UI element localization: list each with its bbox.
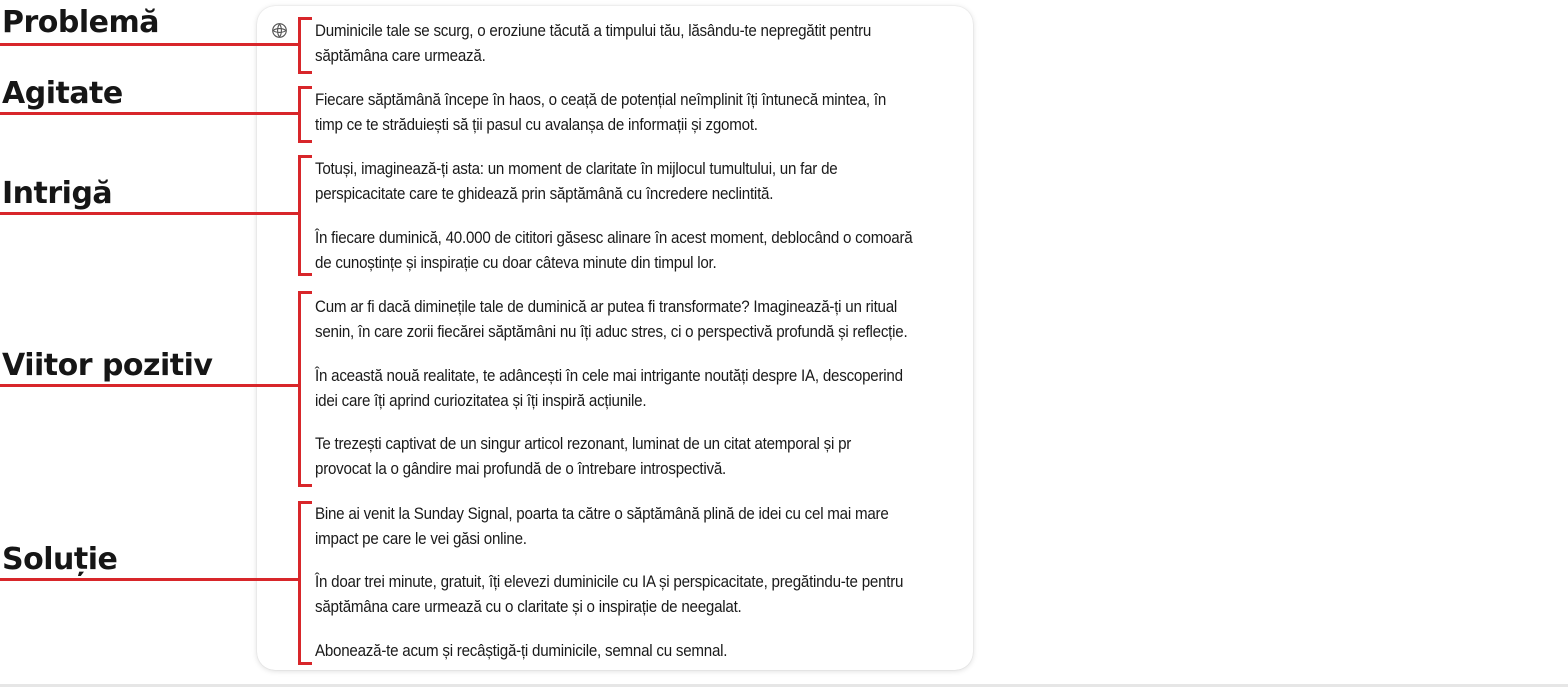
connector-line-viitor-pozitiv — [0, 384, 300, 387]
paragraph: Bine ai venit la Sunday Signal, poarta ta către o săptămână plină de idei cu cel mai mare impact pe care le vei găsi online. — [315, 505, 889, 548]
bracket-solutie — [298, 501, 312, 665]
paragraph: Te trezești captivat de un singur articol rezonant, luminat de un citat atemporal și pr provocat la o gândire mai profundă de o întrebare introspectivă. — [315, 435, 852, 478]
paragraph: Totuși, imaginează-ți asta: un moment de claritate în mijlocul tumultului, un far de perspicacitate care te ghidează prin săptămână cu încredere neclintită. — [315, 160, 838, 203]
bracket-problema — [298, 17, 312, 74]
bracket-intriga — [298, 155, 312, 276]
section-label-agitate: Agitate — [2, 76, 123, 111]
paragraph: Fiecare săptămână începe în haos, o ceață de potențial neîmplinit îți întunecă mintea, în timp ce te străduiești să ții pasul cu avalanșa de informații și zgomot. — [315, 91, 887, 134]
bracket-viitor-pozitiv — [298, 291, 312, 487]
paragraph: Duminicile tale se scurg, o eroziune tăcută a timpului tău, lăsându-te nepregătit pentru săptămâna care urmează. — [315, 22, 872, 65]
section-label-intriga: Intrigă — [2, 176, 113, 211]
connector-line-agitate — [0, 112, 300, 115]
paragraph: Abonează-te acum și recâștigă-ți duminicile, semnal cu semnal. — [315, 642, 728, 660]
section-label-viitor-pozitiv: Viitor pozitiv — [2, 348, 213, 383]
section-label-problema: Problemă — [2, 5, 160, 40]
paragraph: În această nouă realitate, te adâncești în cele mai intrigante noutăți despre IA, descoperind idei care îți aprind curiozitatea și îți inspiră acțiunile. — [315, 367, 903, 410]
paragraph: În fiecare duminică, 40.000 de cititori găsesc alinare în acest moment, deblocând o comoară de cunoștințe și inspirație cu doar câteva minute din timpul lor. — [315, 229, 913, 272]
connector-line-intriga — [0, 212, 300, 215]
assistant-logo-icon — [271, 22, 288, 39]
paragraph: Cum ar fi dacă diminețile tale de duminică ar putea fi transformate? Imaginează-ți un ritual senin, în care zorii fiecărei săptămâni nu îți aduc stres, ci o perspectivă profundă și reflecție. — [315, 298, 908, 341]
paragraph: În doar trei minute, gratuit, îți elevezi duminicile cu IA și perspicacitate, pregătindu-te pentru săptămâna care urmează cu o claritate și o inspirație de neegalat. — [315, 573, 904, 616]
bracket-agitate — [298, 86, 312, 143]
section-label-solutie: Soluție — [2, 542, 118, 577]
connector-line-problema — [0, 43, 300, 46]
connector-line-solutie — [0, 578, 300, 581]
